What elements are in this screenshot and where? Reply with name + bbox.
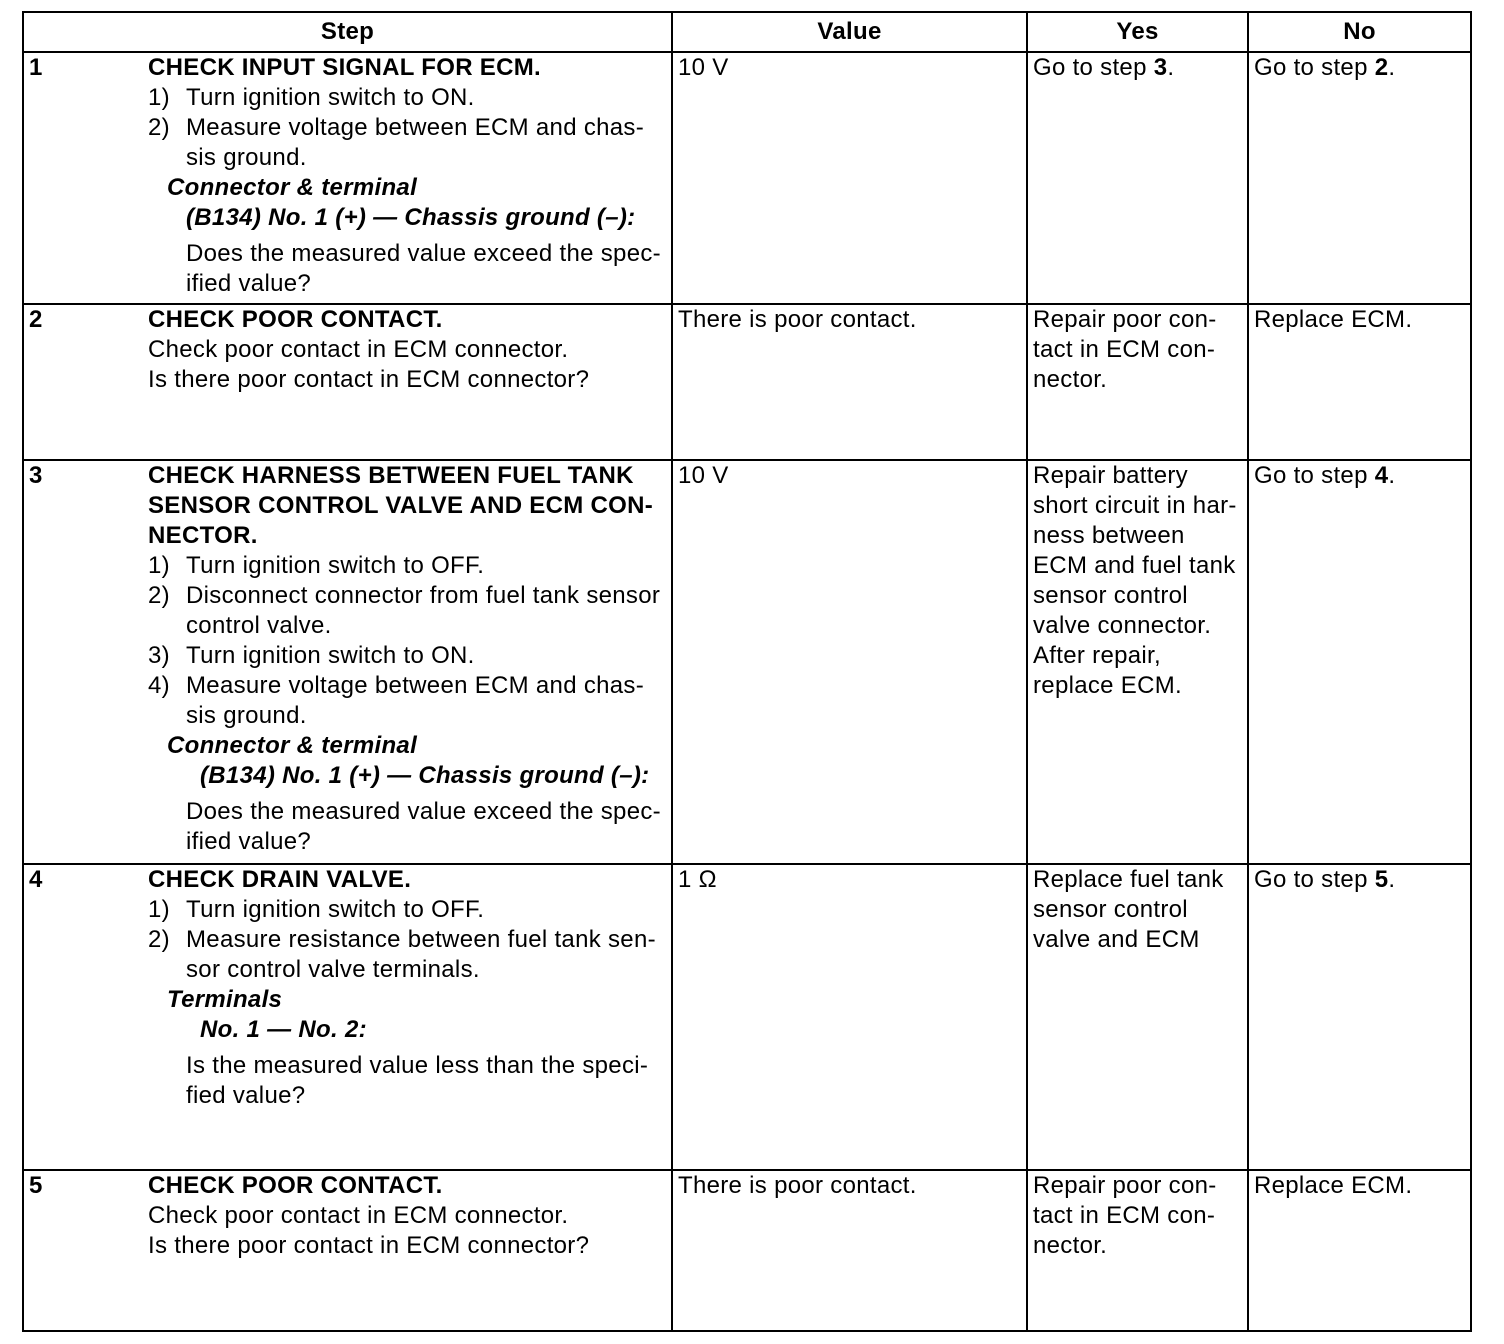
step-number: 5 (29, 1172, 43, 1199)
value-cell (673, 305, 1028, 461)
no-cell (1249, 865, 1470, 1171)
spec-value: (B134) No. 1 (+) — Chassis ground (–): (186, 204, 636, 231)
item-line: Measure resistance between fuel tank sen- (186, 926, 656, 953)
no-line: Replace ECM. (1254, 1172, 1413, 1199)
item-marker: 2) (148, 926, 170, 953)
procedure-item (148, 925, 671, 985)
spec-value: No. 1 — No. 2: (200, 1016, 367, 1043)
yes-line: short circuit in har- (1033, 492, 1237, 519)
item-marker: 1) (148, 896, 170, 923)
step-text-line: Is there poor contact in ECM connector? (148, 1232, 590, 1259)
procedure-item (148, 641, 671, 671)
step-title: SENSOR CONTROL VALVE AND ECM CON- (148, 492, 654, 519)
step-number: 2 (29, 306, 43, 333)
yes-line: sensor control (1033, 582, 1188, 609)
header-no: No (1249, 13, 1470, 53)
item-line: sis ground. (186, 144, 307, 171)
goto-period: . (1388, 54, 1396, 81)
goto-label: Go to step (1254, 462, 1375, 489)
step-body (148, 461, 671, 857)
step-body (148, 53, 671, 299)
item-text (186, 83, 671, 113)
item-line: Measure voltage between ECM and chas- (186, 672, 645, 699)
goto-step-number: 2 (1374, 54, 1389, 81)
item-text (186, 895, 671, 925)
item-text (186, 113, 671, 173)
goto-step-text (1254, 53, 1470, 83)
value-cell (673, 53, 1028, 305)
procedure-item (148, 551, 671, 581)
goto-step-text (1254, 865, 1470, 895)
yes-line: nector. (1033, 366, 1108, 393)
step-cell (24, 461, 673, 865)
goto-step-number: 3 (1153, 54, 1168, 81)
step-title: CHECK POOR CONTACT. (148, 1172, 443, 1199)
yes-line: valve connector. (1033, 612, 1212, 639)
item-line: Disconnect connector from fuel tank sensor (186, 582, 661, 609)
value-text: There is poor contact. (678, 306, 917, 333)
goto-label: Go to step (1254, 54, 1375, 81)
item-line: sor control valve terminals. (186, 956, 480, 983)
item-marker: 1) (148, 84, 170, 111)
procedure-item (148, 113, 671, 173)
yes-line: Repair poor con- (1033, 306, 1217, 333)
value-cell (673, 461, 1028, 865)
item-marker: 3) (148, 642, 170, 669)
item-line: control valve. (186, 612, 332, 639)
yes-line: Repair battery (1033, 462, 1188, 489)
item-line: sis ground. (186, 702, 307, 729)
procedure-item (148, 895, 671, 925)
yes-line: tact in ECM con- (1033, 1202, 1216, 1229)
item-line: Turn ignition switch to ON. (186, 84, 475, 111)
yes-cell (1028, 1171, 1249, 1330)
goto-step-number: 4 (1374, 462, 1389, 489)
step-cell (24, 1171, 673, 1330)
item-text (186, 925, 671, 985)
step-number: 3 (29, 462, 43, 489)
no-cell (1249, 1171, 1470, 1330)
step-title: NECTOR. (148, 522, 258, 549)
item-line: Turn ignition switch to OFF. (186, 896, 485, 923)
step-text-line: Check poor contact in ECM connector. (148, 1202, 569, 1229)
goto-step-number: 5 (1374, 866, 1389, 893)
diagnostic-table (22, 11, 1472, 1332)
goto-step-text (1254, 461, 1470, 491)
step-title: CHECK INPUT SIGNAL FOR ECM. (148, 54, 542, 81)
header-step: Step (24, 13, 673, 53)
step-number: 1 (29, 54, 43, 81)
item-text (186, 551, 671, 581)
spec-label: Connector & terminal (167, 174, 418, 201)
step-title: CHECK HARNESS BETWEEN FUEL TANK (148, 462, 634, 489)
step-body (148, 305, 671, 395)
goto-step-text (1033, 53, 1247, 83)
question-line: Does the measured value exceed the spec- (186, 798, 661, 825)
question-line: ified value? (186, 828, 312, 855)
yes-line: Replace fuel tank (1033, 866, 1224, 893)
item-line: Turn ignition switch to ON. (186, 642, 475, 669)
header-yes: Yes (1028, 13, 1249, 53)
question-line: fied value? (186, 1082, 306, 1109)
yes-cell (1028, 461, 1249, 865)
header-value: Value (673, 13, 1028, 53)
yes-cell (1028, 305, 1249, 461)
no-cell (1249, 305, 1470, 461)
no-line: Replace ECM. (1254, 306, 1413, 333)
item-line: Turn ignition switch to OFF. (186, 552, 485, 579)
item-line: Measure voltage between ECM and chas- (186, 114, 645, 141)
yes-line: valve and ECM (1033, 926, 1200, 953)
step-cell (24, 53, 673, 305)
question-line: Does the measured value exceed the spec- (186, 240, 661, 267)
item-marker: 2) (148, 114, 170, 141)
item-text (186, 671, 671, 731)
item-marker: 4) (148, 672, 170, 699)
yes-line: ECM and fuel tank (1033, 552, 1236, 579)
yes-cell (1028, 865, 1249, 1171)
no-cell (1249, 461, 1470, 865)
value-cell (673, 865, 1028, 1171)
yes-line: replace ECM. (1033, 672, 1182, 699)
step-cell (24, 305, 673, 461)
yes-line: sensor control (1033, 896, 1188, 923)
step-body (148, 865, 671, 1111)
yes-line: After repair, (1033, 642, 1161, 669)
item-text (186, 581, 671, 641)
yes-line: Repair poor con- (1033, 1172, 1217, 1199)
procedure-item (148, 581, 671, 641)
step-title: CHECK POOR CONTACT. (148, 306, 443, 333)
yes-line: nector. (1033, 1232, 1108, 1259)
no-cell (1249, 53, 1470, 305)
yes-line: ness between (1033, 522, 1185, 549)
step-cell (24, 865, 673, 1171)
item-marker: 1) (148, 552, 170, 579)
goto-label: Go to step (1033, 54, 1154, 81)
step-number: 4 (29, 866, 43, 893)
value-cell (673, 1171, 1028, 1330)
step-body (148, 1171, 671, 1261)
step-text-line: Check poor contact in ECM connector. (148, 336, 569, 363)
question-line: ified value? (186, 270, 312, 297)
procedure-item (148, 83, 671, 113)
goto-label: Go to step (1254, 866, 1375, 893)
yes-line: tact in ECM con- (1033, 336, 1216, 363)
step-text-line: Is there poor contact in ECM connector? (148, 366, 590, 393)
value-text: 1 Ω (678, 866, 717, 893)
value-text: There is poor contact. (678, 1172, 917, 1199)
goto-period: . (1388, 866, 1396, 893)
item-marker: 2) (148, 582, 170, 609)
spec-value: (B134) No. 1 (+) — Chassis ground (–): (200, 762, 650, 789)
procedure-item (148, 671, 671, 731)
item-text (186, 641, 671, 671)
value-text: 10 V (678, 54, 729, 81)
spec-label: Terminals (167, 986, 283, 1013)
step-title: CHECK DRAIN VALVE. (148, 866, 412, 893)
question-line: Is the measured value less than the speci- (186, 1052, 649, 1079)
value-text: 10 V (678, 462, 729, 489)
yes-cell (1028, 53, 1249, 305)
goto-period: . (1388, 462, 1396, 489)
spec-label: Connector & terminal (167, 732, 418, 759)
goto-period: . (1167, 54, 1175, 81)
